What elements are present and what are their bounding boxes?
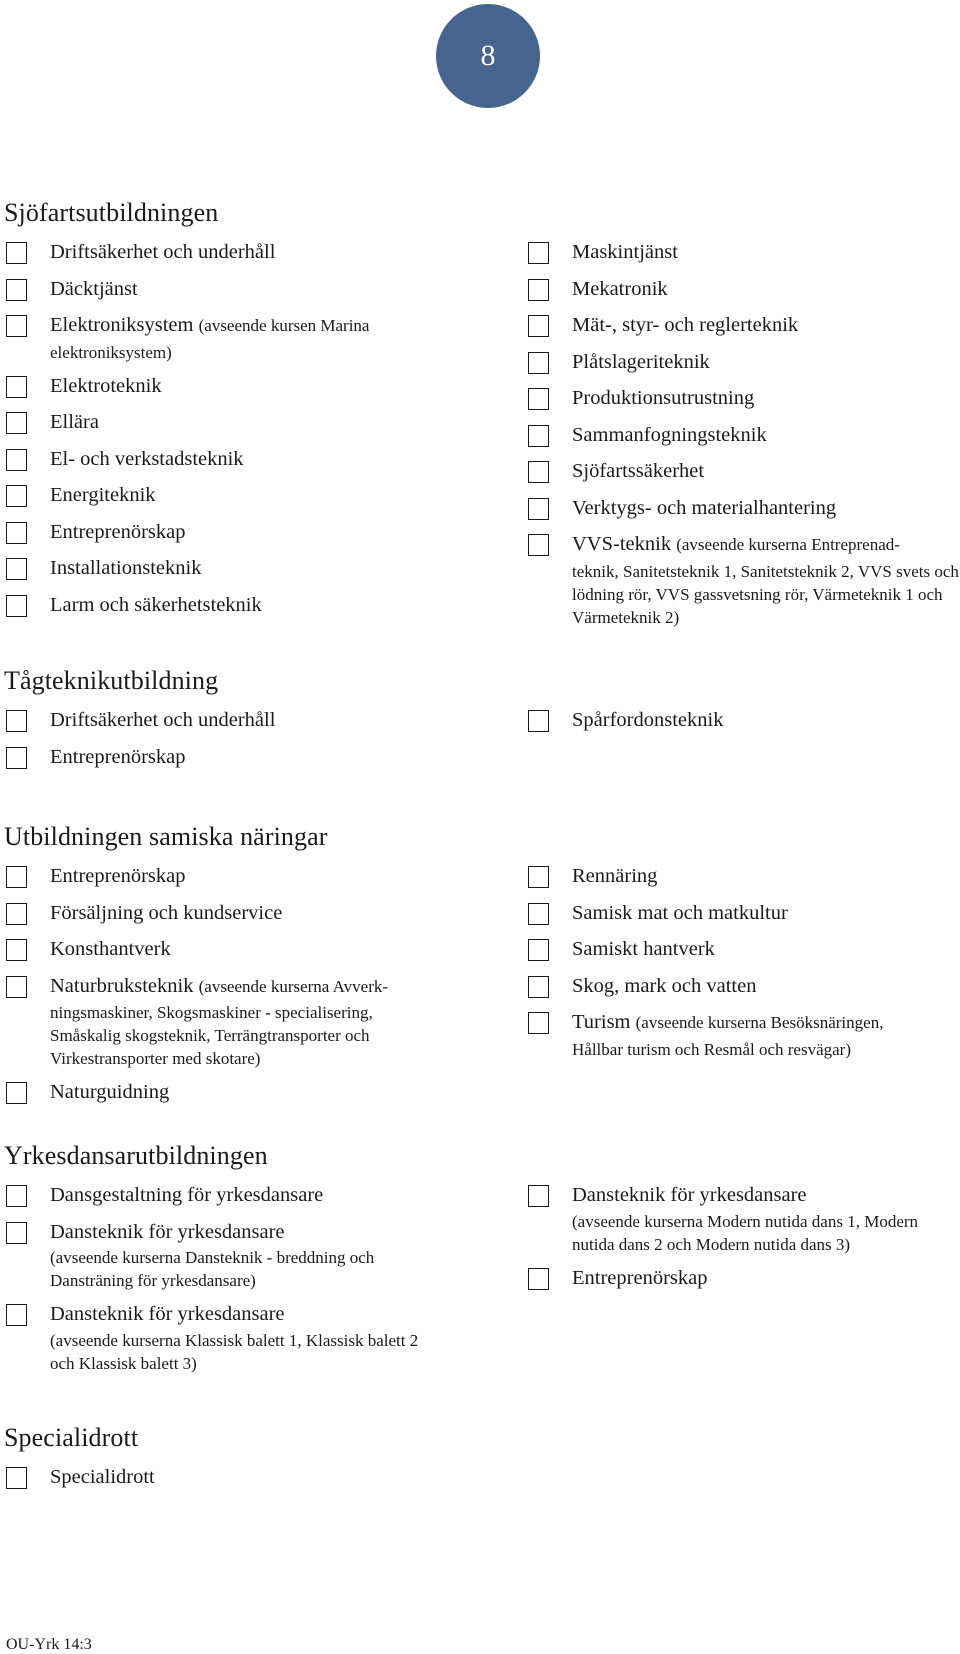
checklist-item (526, 417, 960, 454)
checkbox[interactable] (6, 710, 27, 732)
item-label (572, 380, 960, 417)
item-label-text: Dansteknik för yrkesdansare (50, 1303, 285, 1325)
item-note: Hållbar turism och Resmål och resvägar) (572, 1039, 851, 1059)
checkbox[interactable] (528, 425, 549, 447)
item-label-text: Samisk mat och matkultur (572, 901, 788, 924)
item-note-inline: (avseende kursen Marina (198, 316, 370, 335)
checklist-item (526, 526, 960, 629)
checklist-item (526, 858, 960, 895)
checkbox[interactable] (6, 558, 27, 580)
document-reference: OU-Yrk 14:3 (6, 1636, 92, 1653)
checkbox[interactable] (6, 747, 27, 769)
section-title: Utbildningen samiska näringar (4, 822, 328, 851)
item-label-text: Larm och säkerhetsteknik (50, 593, 262, 616)
checklist-item (526, 234, 960, 271)
checklist-item (4, 739, 444, 776)
checklist-item (526, 344, 960, 381)
checkbox[interactable] (6, 939, 27, 961)
checkbox[interactable] (6, 595, 27, 617)
item-label (50, 858, 444, 895)
checkbox[interactable] (6, 976, 27, 998)
checklist-item (4, 514, 444, 551)
item-label (50, 1074, 444, 1111)
item-label (572, 1004, 960, 1042)
checkbox[interactable] (528, 352, 549, 374)
section-title: Specialidrott (4, 1423, 139, 1452)
item-label-text: Mät-, styr- och reglerteknik (572, 314, 799, 336)
checkbox[interactable] (528, 315, 549, 337)
item-label (50, 587, 444, 624)
left-column (4, 1459, 444, 1496)
checkbox[interactable] (6, 1467, 27, 1489)
item-label (50, 404, 444, 441)
item-label (50, 550, 444, 587)
item-label (50, 895, 444, 932)
checkbox[interactable] (6, 1222, 27, 1244)
item-label (572, 234, 960, 271)
right-column (526, 858, 960, 1065)
checklist-item (4, 1296, 444, 1375)
section-title: Yrkesdansarutbildningen (4, 1141, 268, 1170)
checklist-item (526, 1004, 960, 1061)
item-label (572, 490, 960, 527)
checklist-item (4, 858, 444, 895)
checkbox[interactable] (6, 1082, 27, 1104)
checkbox[interactable] (528, 866, 549, 888)
item-label-text: Skog, mark och vatten (572, 974, 757, 997)
checkbox[interactable] (6, 412, 27, 434)
item-note: ningsmaskiner, Skogsmaskiner - specialisering, Småskalig skogsteknik, Terrängtransporter och Virkestransporter med skotare) (50, 1003, 373, 1068)
checklist-item (4, 968, 444, 1071)
item-label-text: Verktygs- och materialhantering (572, 496, 837, 519)
item-label-text: Ellära (50, 411, 99, 433)
left-column (4, 702, 444, 775)
item-note: (avseende kurserna Modern nutida dans 1, Modern nutida dans 2 och Modern nutida dans 3) (572, 1211, 919, 1254)
item-label-text: Samiskt hantverk (572, 938, 715, 960)
left-column (4, 858, 444, 1111)
section-title: Sjöfartsutbildningen (4, 198, 219, 227)
checklist-item (4, 1459, 444, 1496)
item-label (50, 441, 444, 478)
checkbox[interactable] (6, 522, 27, 544)
checkbox[interactable] (528, 1012, 549, 1034)
item-label-text: Sjöfartssäkerhet (572, 460, 705, 482)
item-label (50, 368, 444, 405)
checklist-item (4, 702, 444, 739)
item-label-text: Mekatronik (572, 277, 668, 300)
checkbox[interactable] (528, 710, 549, 732)
checklist-item (526, 1260, 960, 1297)
item-label (572, 858, 960, 895)
checklist-item (4, 1177, 444, 1214)
item-label-text: El- och verkstadsteknik (50, 447, 244, 470)
checklist-item (526, 968, 960, 1005)
checklist-item (4, 931, 444, 968)
item-label-text: Entreprenörskap (572, 1266, 708, 1289)
item-label (50, 931, 444, 968)
item-label-text: Spårfordonsteknik (572, 709, 724, 731)
item-label-text: Entreprenörskap (50, 865, 186, 887)
checklist-item (4, 307, 444, 364)
item-label-text: Konsthantverk (50, 938, 171, 960)
item-label (50, 739, 444, 776)
checklist-item (4, 1214, 444, 1293)
right-column (526, 702, 960, 739)
checkbox[interactable] (6, 376, 27, 398)
checkbox[interactable] (528, 939, 549, 961)
checkbox[interactable] (528, 903, 549, 925)
item-note: (avseende kurserna Dansteknik - breddning och Dansträning för yrkesdansare) (50, 1248, 375, 1290)
item-label (572, 702, 960, 739)
item-label (50, 477, 444, 514)
item-note: elektroniksystem) (50, 342, 172, 362)
right-column (526, 234, 960, 633)
checklist-item (4, 895, 444, 932)
checklist-item (526, 931, 960, 968)
item-label-text: Maskintjänst (572, 241, 678, 263)
checkbox[interactable] (528, 534, 549, 556)
right-column (526, 1177, 960, 1296)
checklist-item (4, 271, 444, 308)
item-label (50, 307, 444, 345)
item-label-text: Driftsäkerhet och underhåll (50, 241, 276, 263)
item-label-text: Naturguidning (50, 1081, 170, 1103)
item-label-text: Dansteknik för yrkesdansare (50, 1220, 285, 1243)
item-label-text: Dansgestaltning för yrkesdansare (50, 1184, 324, 1206)
item-label-text: Turism (572, 1011, 631, 1033)
checkbox[interactable] (528, 242, 549, 264)
checklist-item (4, 1074, 444, 1111)
checklist-item (4, 404, 444, 441)
item-label (572, 931, 960, 968)
item-note-inline: (avseende kurserna Besöksnäringen, (635, 1013, 884, 1032)
item-label-text: Entreprenörskap (50, 745, 186, 768)
item-label (50, 514, 444, 551)
checklist-item (4, 368, 444, 405)
item-label-text: Entreprenörskap (50, 520, 186, 543)
item-label-text: Energiteknik (50, 484, 156, 506)
checkbox[interactable] (6, 1304, 27, 1326)
item-label-text: Driftsäkerhet och underhåll (50, 709, 276, 731)
item-label (50, 968, 444, 1006)
item-label (572, 307, 960, 344)
item-label-text: Sammanfogningsteknik (572, 423, 767, 446)
checklist-item (4, 234, 444, 271)
item-note-inline: (avseende kurserna Avverk- (198, 976, 389, 996)
checklist-item (4, 441, 444, 478)
item-label (572, 453, 960, 490)
checklist-item (526, 307, 960, 344)
checkbox[interactable] (6, 315, 27, 337)
checkbox[interactable] (6, 279, 27, 301)
checkbox[interactable] (528, 388, 549, 410)
left-column (4, 1177, 444, 1379)
item-label (572, 968, 960, 1005)
checkbox[interactable] (6, 1185, 27, 1207)
item-label (50, 1214, 444, 1251)
checkbox[interactable] (6, 485, 27, 507)
item-label-text: Rennäring (572, 865, 658, 887)
checkbox[interactable] (528, 279, 549, 301)
item-label (50, 234, 444, 271)
checkbox[interactable] (6, 449, 27, 471)
item-label (50, 1296, 444, 1333)
item-label-text: Naturbruksteknik (50, 974, 194, 997)
item-label-text: Dansteknik för yrkesdansare (572, 1184, 807, 1206)
item-label (50, 271, 444, 308)
item-note: teknik, Sanitetsteknik 1, Sanitetsteknik 2, VVS svets och lödning rör, VVS gassvetsning rör, Värmeteknik 1 och Värmeteknik 2) (572, 561, 959, 627)
checkbox[interactable] (528, 1268, 549, 1290)
checkbox[interactable] (528, 976, 549, 998)
checkbox[interactable] (528, 498, 549, 520)
checkbox[interactable] (528, 1185, 549, 1207)
item-label (50, 702, 444, 739)
checkbox[interactable] (6, 903, 27, 925)
item-label-text: Plåtslageriteknik (572, 350, 710, 373)
item-label (50, 1177, 444, 1214)
left-column (4, 234, 444, 623)
checklist-item (526, 490, 960, 527)
item-label-text: VVS-teknik (572, 533, 672, 555)
item-label (572, 344, 960, 381)
checklist-item (4, 587, 444, 624)
item-label (572, 271, 960, 308)
item-label-text: Försäljning och kundservice (50, 901, 283, 924)
checkbox[interactable] (6, 866, 27, 888)
checkbox[interactable] (6, 242, 27, 264)
item-label (572, 526, 960, 564)
item-label-text: Elektroniksystem (50, 314, 194, 336)
item-label (572, 417, 960, 454)
checklist-item (526, 380, 960, 417)
checklist-item (4, 477, 444, 514)
item-label (50, 1459, 444, 1496)
checklist-item (4, 550, 444, 587)
item-label-text: Installationsteknik (50, 557, 202, 579)
checklist-item (526, 1177, 960, 1256)
item-label-text: Produktionsutrustning (572, 387, 755, 409)
item-label (572, 895, 960, 932)
checklist-item (526, 271, 960, 308)
item-label-text: Specialidrott (50, 1466, 155, 1488)
page-number-badge: 8 (436, 4, 540, 108)
checkbox[interactable] (528, 461, 549, 483)
section-title: Tågteknikutbildning (4, 666, 219, 695)
checklist-item (526, 895, 960, 932)
item-note-inline: (avseende kurserna Entreprenad- (676, 535, 900, 554)
item-label-text: Elektroteknik (50, 374, 162, 397)
item-label-text: Däcktjänst (50, 277, 138, 300)
checklist-item (526, 702, 960, 739)
item-label (572, 1260, 960, 1297)
item-label (572, 1177, 960, 1214)
checklist-item (526, 453, 960, 490)
item-note: (avseende kurserna Klassisk balett 1, Klassisk balett 2 och Klassisk balett 3) (50, 1330, 419, 1373)
